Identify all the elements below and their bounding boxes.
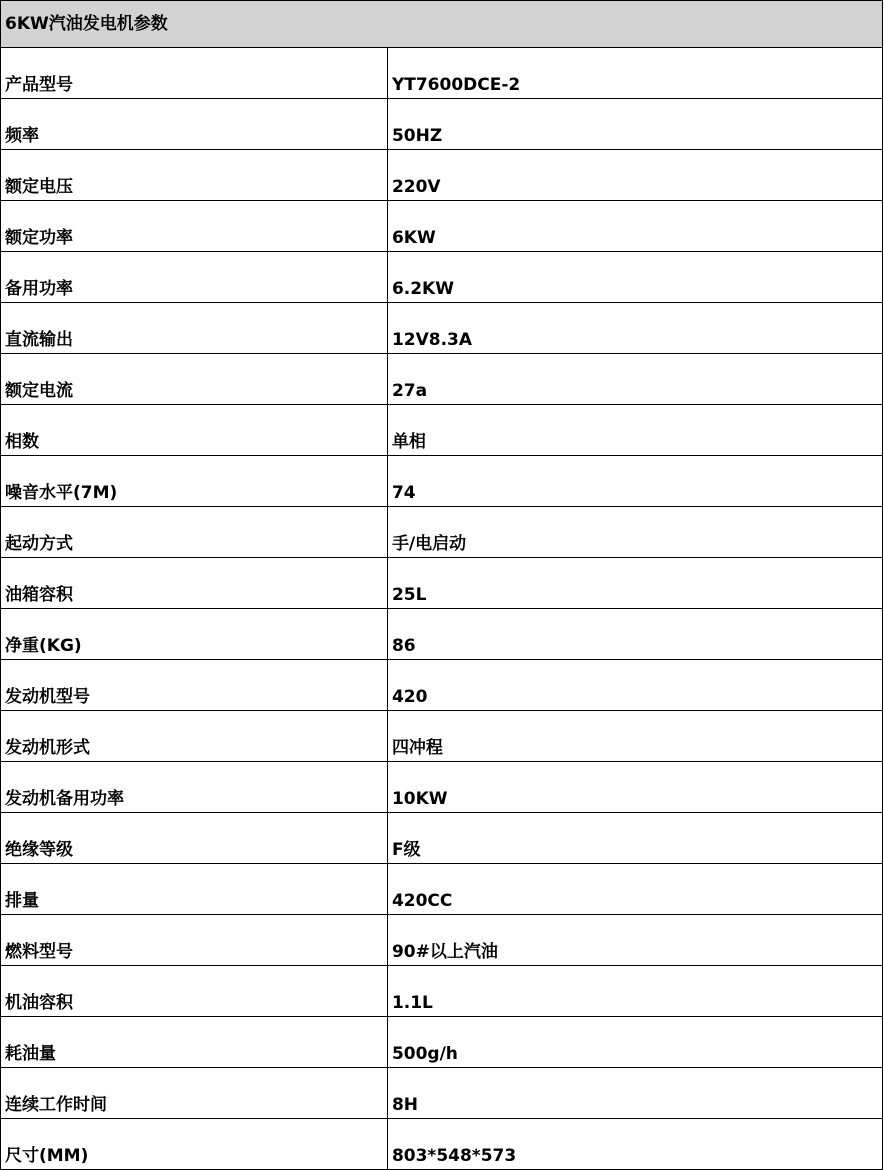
spec-label: 额定电压 xyxy=(1,150,388,201)
spec-value: 86 xyxy=(387,609,882,660)
spec-label: 排量 xyxy=(1,864,388,915)
spec-label: 备用功率 xyxy=(1,252,388,303)
spec-label: 尺寸(MM) xyxy=(1,1119,388,1170)
table-row xyxy=(1,48,883,99)
table-row xyxy=(1,252,883,303)
spec-label: 耗油量 xyxy=(1,1017,388,1068)
spec-label: 连续工作时间 xyxy=(1,1068,388,1119)
spec-value: 6KW xyxy=(387,201,882,252)
spec-label: 发动机形式 xyxy=(1,711,388,762)
table-row xyxy=(1,660,883,711)
table-row xyxy=(1,201,883,252)
spec-label: 发动机备用功率 xyxy=(1,762,388,813)
spec-value: 90#以上汽油 xyxy=(387,915,882,966)
table-row xyxy=(1,1017,883,1068)
spec-label: 机油容积 xyxy=(1,966,388,1017)
table-row xyxy=(1,1068,883,1119)
spec-value: 10KW xyxy=(387,762,882,813)
spec-value: 420 xyxy=(387,660,882,711)
table-row xyxy=(1,507,883,558)
table-row xyxy=(1,966,883,1017)
spec-label: 油箱容积 xyxy=(1,558,388,609)
title-row xyxy=(1,1,883,48)
spec-value: YT7600DCE-2 xyxy=(387,48,882,99)
spec-label: 相数 xyxy=(1,405,388,456)
spec-value: 220V xyxy=(387,150,882,201)
table-row xyxy=(1,558,883,609)
spec-value: 74 xyxy=(387,456,882,507)
spec-value: 8H xyxy=(387,1068,882,1119)
spec-label: 绝缘等级 xyxy=(1,813,388,864)
spec-value: 6.2KW xyxy=(387,252,882,303)
table-row xyxy=(1,405,883,456)
spec-label: 净重(KG) xyxy=(1,609,388,660)
spec-label: 产品型号 xyxy=(1,48,388,99)
table-row xyxy=(1,864,883,915)
table-row xyxy=(1,99,883,150)
spec-label: 直流输出 xyxy=(1,303,388,354)
spec-label: 噪音水平(7M) xyxy=(1,456,388,507)
spec-value: F级 xyxy=(387,813,882,864)
spec-value: 500g/h xyxy=(387,1017,882,1068)
table-row xyxy=(1,609,883,660)
spec-table-body xyxy=(1,1,883,1170)
spec-value: 四冲程 xyxy=(387,711,882,762)
table-row xyxy=(1,915,883,966)
spec-value: 1.1L xyxy=(387,966,882,1017)
table-row xyxy=(1,303,883,354)
table-row xyxy=(1,1119,883,1170)
spec-label: 额定功率 xyxy=(1,201,388,252)
spec-value: 50HZ xyxy=(387,99,882,150)
spec-value: 单相 xyxy=(387,405,882,456)
spec-value: 手/电启动 xyxy=(387,507,882,558)
table-row xyxy=(1,762,883,813)
spec-label: 起动方式 xyxy=(1,507,388,558)
spec-value: 803*548*573 xyxy=(387,1119,882,1170)
spec-value: 12V8.3A xyxy=(387,303,882,354)
spec-label: 额定电流 xyxy=(1,354,388,405)
spec-value: 27a xyxy=(387,354,882,405)
table-title: 6KW汽油发电机参数 xyxy=(1,1,883,48)
table-row xyxy=(1,456,883,507)
table-row xyxy=(1,150,883,201)
spec-label: 燃料型号 xyxy=(1,915,388,966)
table-row xyxy=(1,354,883,405)
spec-value: 420CC xyxy=(387,864,882,915)
table-row xyxy=(1,813,883,864)
table-row xyxy=(1,711,883,762)
spec-label: 发动机型号 xyxy=(1,660,388,711)
spec-value: 25L xyxy=(387,558,882,609)
spec-label: 频率 xyxy=(1,99,388,150)
